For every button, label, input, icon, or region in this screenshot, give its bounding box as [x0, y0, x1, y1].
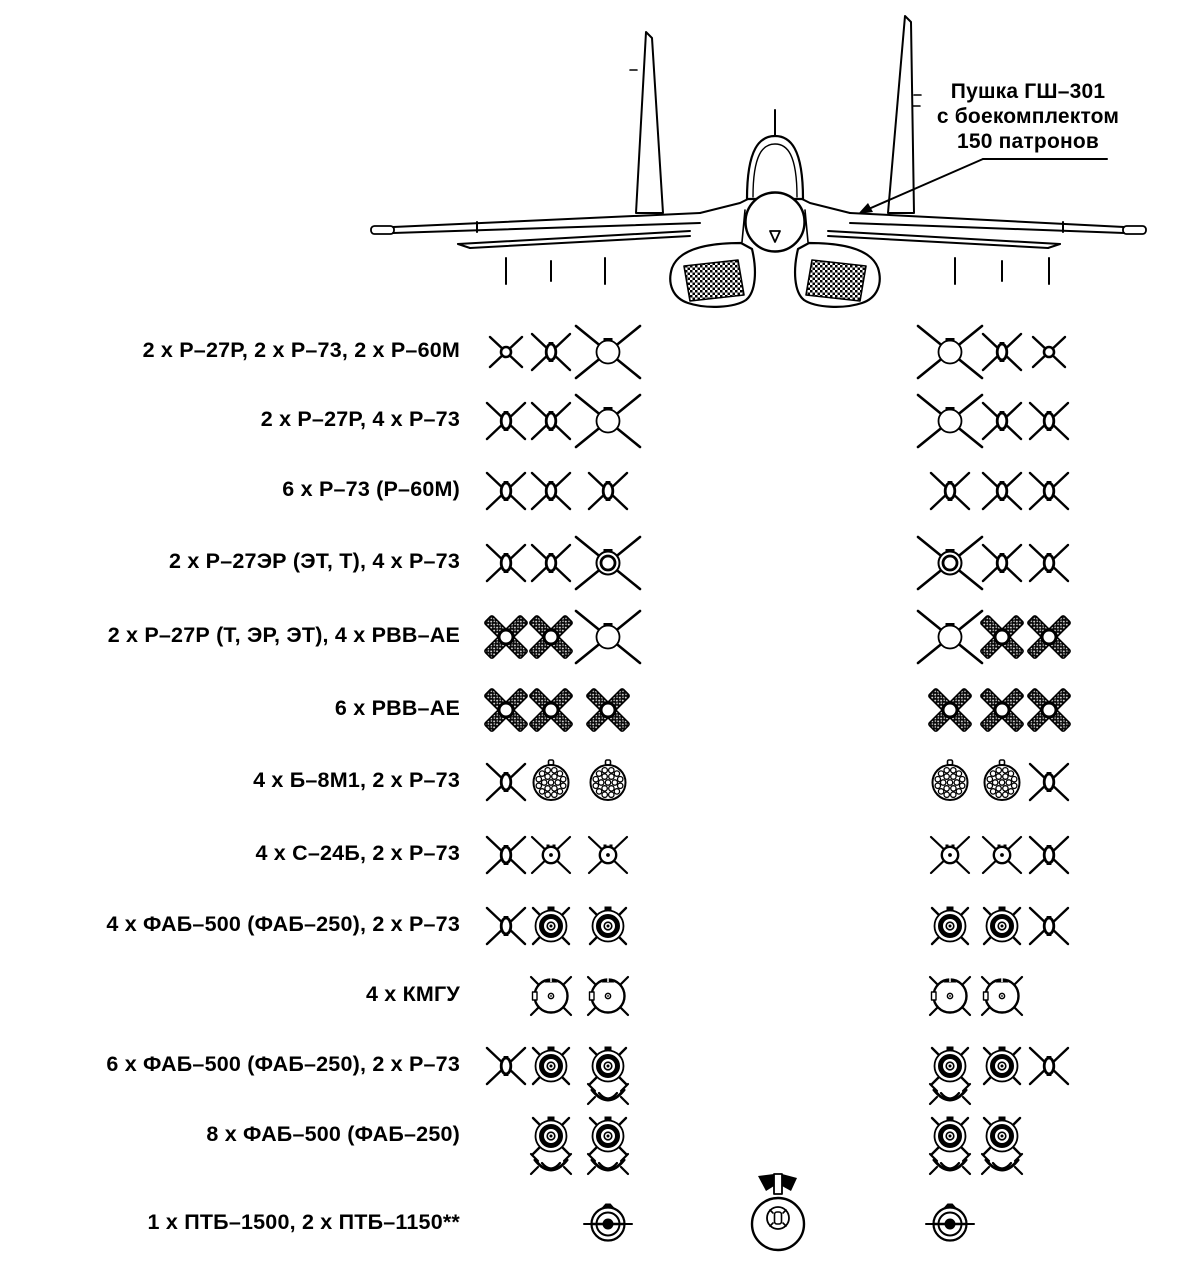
loadout-label: 4 х КМГУ: [365, 982, 460, 1006]
rocket-pod-b8m1-icon: [928, 757, 972, 804]
missile-r73-icon: [529, 541, 573, 585]
bomb-fab500-tandem-icon: [979, 1113, 1025, 1189]
missile-r27er-icon: [575, 534, 641, 592]
missile-rvv-ae-icon: [524, 683, 578, 737]
gun-annotation-line3: 150 патронов: [957, 129, 1099, 153]
missile-rvv-ae-icon: [975, 610, 1029, 664]
gun-annotation-line2: с боекомплектом: [936, 104, 1120, 128]
dispenser-kmgu-icon: [584, 972, 632, 1018]
gun-annotation-line1: Пушка ГШ–301: [950, 80, 1106, 103]
dispenser-kmgu-icon: [978, 972, 1026, 1018]
right-intake: [795, 243, 880, 307]
tank-ptb1500-icon: [745, 1166, 811, 1254]
loadout-label: 2 х Р–27Р, 2 х Р–73, 2 х Р–60М: [142, 338, 460, 362]
missile-rvv-ae-icon: [524, 610, 578, 664]
missile-r73-icon: [529, 469, 573, 513]
bomb-fab500-icon: [927, 903, 973, 949]
missile-r27-icon: [575, 608, 641, 666]
rocket-s24b-icon: [530, 834, 572, 876]
missile-r73-icon: [980, 399, 1024, 443]
bomb-fab500-tandem-icon: [927, 1043, 973, 1119]
rocket-s24b-icon: [929, 834, 971, 876]
loadout-label: 8 х ФАБ–500 (ФАБ–250): [206, 1122, 460, 1146]
missile-r27-icon: [575, 323, 641, 381]
bomb-fab500-tandem-icon: [927, 1113, 973, 1189]
loadout-label: 4 х ФАБ–500 (ФАБ–250), 2 х Р–73: [106, 912, 460, 936]
missile-r73-icon: [484, 1044, 528, 1088]
bomb-fab500-tandem-icon: [585, 1043, 631, 1119]
bomb-fab500-icon: [528, 1043, 574, 1089]
missile-r73-icon: [980, 469, 1024, 513]
missile-r73-icon: [1027, 904, 1071, 948]
aircraft-front-view: [0, 0, 1200, 318]
missile-r73-icon: [529, 330, 573, 374]
tank-ptb1150-icon: [582, 1199, 634, 1245]
right-vertical-tail: [888, 16, 914, 213]
missile-r60m-icon: [486, 334, 526, 370]
rocket-pod-b8m1-icon: [980, 757, 1024, 804]
missile-r73-icon: [484, 469, 528, 513]
bomb-fab500-icon: [528, 903, 574, 949]
missile-rvv-ae-icon: [1022, 683, 1076, 737]
missile-r73-icon: [1027, 469, 1071, 513]
missile-r73-icon: [1027, 833, 1071, 877]
missile-rvv-ae-icon: [581, 683, 635, 737]
bomb-fab500-icon: [979, 903, 1025, 949]
bomb-fab500-icon: [585, 903, 631, 949]
left-vertical-tail: [636, 32, 663, 213]
missile-rvv-ae-icon: [1022, 610, 1076, 664]
missile-r73-icon: [928, 469, 972, 513]
rocket-s24b-icon: [981, 834, 1023, 876]
missile-r27er-icon: [917, 534, 983, 592]
left-intake: [670, 243, 755, 307]
bomb-fab500-tandem-icon: [585, 1113, 631, 1189]
dispenser-kmgu-icon: [926, 972, 974, 1018]
tank-ptb1150-icon: [924, 1199, 976, 1245]
missile-r27-icon: [575, 392, 641, 450]
missile-r73-icon: [1027, 541, 1071, 585]
missile-r60m-icon: [1029, 334, 1069, 370]
missile-r73-icon: [484, 541, 528, 585]
rocket-s24b-icon: [587, 834, 629, 876]
loadout-label: 6 х РВВ–АЕ: [334, 696, 460, 720]
left-wing: [371, 213, 700, 248]
missile-r73-icon: [1027, 760, 1071, 804]
missile-rvv-ae-icon: [923, 683, 977, 737]
loadout-label: 4 х С–24Б, 2 х Р–73: [255, 841, 460, 865]
missile-r73-icon: [1027, 1044, 1071, 1088]
loadout-label: 2 х Р–27ЭР (ЭТ, Т), 4 х Р–73: [169, 549, 460, 573]
gun-arrowhead: [858, 203, 873, 214]
rocket-pod-b8m1-icon: [529, 757, 573, 804]
loadout-label: 1 х ПТБ–1500, 2 х ПТБ–1150**: [147, 1210, 460, 1234]
loadout-label: 2 х Р–27Р, 4 х Р–73: [260, 407, 460, 431]
gun-annotation: [918, 80, 1138, 154]
pylon-station-ticks: [506, 258, 1049, 284]
missile-r73-icon: [980, 541, 1024, 585]
radome: [746, 193, 805, 252]
missile-r73-icon: [484, 760, 528, 804]
missile-r27-icon: [917, 608, 983, 666]
loadout-label: 6 х Р–73 (Р–60М): [282, 477, 460, 501]
loadout-label: 4 х Б–8М1, 2 х Р–73: [253, 768, 460, 792]
missile-r73-icon: [484, 904, 528, 948]
dispenser-kmgu-icon: [527, 972, 575, 1018]
loadout-label: 2 х Р–27Р (Т, ЭР, ЭТ), 4 х РВВ–АЕ: [107, 623, 460, 647]
missile-r73-icon: [484, 399, 528, 443]
bomb-fab500-icon: [979, 1043, 1025, 1089]
missile-r27-icon: [917, 392, 983, 450]
missile-r27-icon: [917, 323, 983, 381]
missile-r73-icon: [484, 833, 528, 877]
right-wing: [828, 213, 1146, 248]
missile-r73-icon: [1027, 399, 1071, 443]
missile-r73-icon: [529, 399, 573, 443]
missile-r73-icon: [980, 330, 1024, 374]
missile-r73-icon: [586, 469, 630, 513]
rocket-pod-b8m1-icon: [586, 757, 630, 804]
bomb-fab500-tandem-icon: [528, 1113, 574, 1189]
missile-rvv-ae-icon: [975, 683, 1029, 737]
loadout-label: 6 х ФАБ–500 (ФАБ–250), 2 х Р–73: [106, 1052, 460, 1076]
